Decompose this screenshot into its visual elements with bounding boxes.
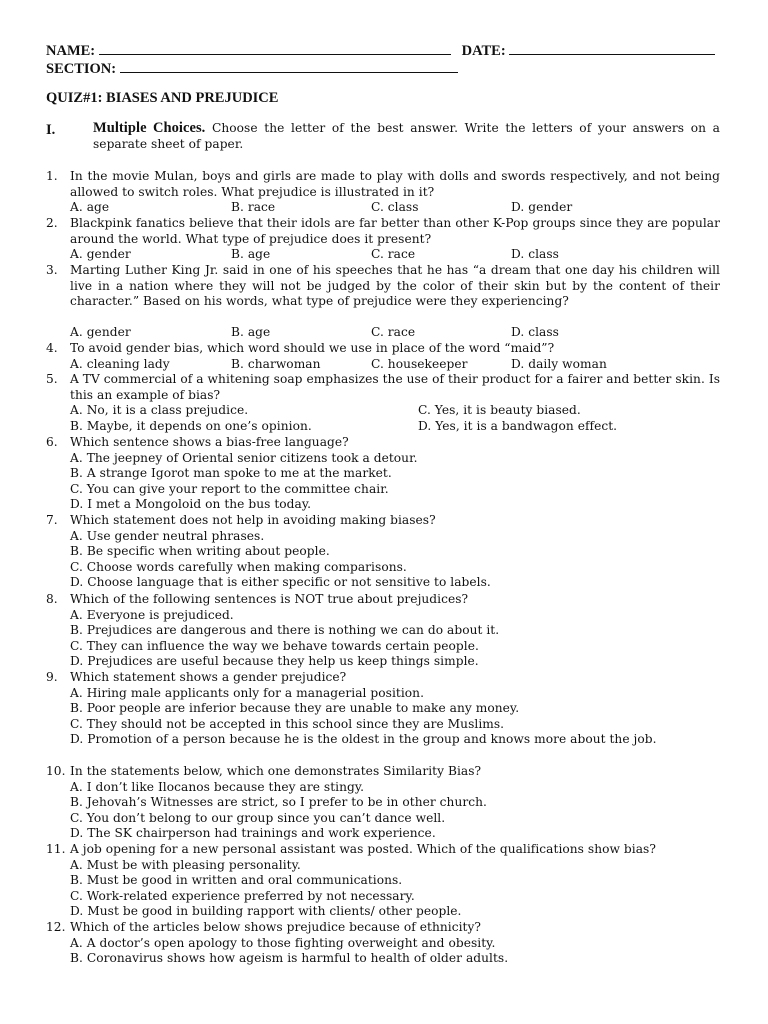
part-instructions bbox=[93, 121, 720, 152]
name-blank[interactable] bbox=[99, 42, 451, 55]
answer-option: B. Jehovah’s Witnesses are strict, so I prefer to be in other church. bbox=[70, 795, 487, 810]
question-text: Marting Luther King Jr. said in one of his speeches that he has “a dream that one day his children will live in a nation where they will not be judged by the color of their skin but by the content of their character.” Based on his words, what type of prejudice were they experiencing? bbox=[70, 263, 720, 309]
answer-option: D. Prejudices are useful because they help us keep things simple. bbox=[70, 654, 479, 669]
answer-option: A. The jeepney of Oriental senior citizens took a detour. bbox=[70, 450, 418, 465]
answer-option: D. daily woman bbox=[511, 356, 607, 371]
answer-option: A. age bbox=[70, 200, 110, 215]
question-number: 1. bbox=[46, 169, 58, 183]
answer-option: B. age bbox=[231, 247, 271, 262]
question-number: 11. bbox=[46, 842, 66, 856]
answer-option: A. I don’t like Ilocanos because they are stingy. bbox=[70, 779, 365, 794]
answer-option: C. You don’t belong to our group since you can’t dance well. bbox=[70, 810, 446, 825]
question-text: A job opening for a new personal assistant was posted. Which of the qualifications show bias? bbox=[70, 842, 656, 856]
part-numeral: I. bbox=[46, 122, 56, 138]
answer-option: C. race bbox=[371, 247, 416, 262]
section-line bbox=[46, 60, 458, 78]
answer-option: C. class bbox=[371, 200, 419, 215]
question-text: Blackpink fanatics believe that their idols are far better than other K-Pop groups since they are popular around the world. What type of prejudice does it present? bbox=[70, 216, 720, 246]
answer-option: C. race bbox=[371, 325, 416, 340]
question-text: In the statements below, which one demonstrates Similarity Bias? bbox=[70, 764, 482, 778]
section-blank[interactable] bbox=[120, 60, 458, 73]
answer-option: A. gender bbox=[70, 325, 131, 340]
question-text: Which statement does not help in avoiding making biases? bbox=[70, 513, 436, 527]
answer-option: D. The SK chairperson had trainings and work experience. bbox=[70, 826, 436, 841]
answer-option: B. Coronavirus shows how ageism is harmful to health of older adults. bbox=[70, 951, 509, 966]
question-text: A TV commercial of a whitening soap emphasizes the use of their product for a fairer and better skin. Is this an example of bias? bbox=[70, 372, 720, 402]
answer-option: B. Maybe, it depends on one’s opinion. bbox=[70, 418, 312, 433]
answer-option: B. Prejudices are dangerous and there is nothing we can do about it. bbox=[70, 623, 500, 638]
answer-option: D. Yes, it is a bandwagon effect. bbox=[418, 418, 618, 433]
answer-option: C. You can give your report to the committee chair. bbox=[70, 481, 389, 496]
question-text: In the movie Mulan, boys and girls are made to play with dolls and swords respectively, and not being allowed to switch roles. What prejudice is illustrated in it? bbox=[70, 169, 720, 199]
answer-option: D. Choose language that is either specific or not sensitive to labels. bbox=[70, 575, 491, 590]
part-heading: Multiple Choices. bbox=[93, 120, 206, 136]
answer-option: C. Choose words carefully when making comparisons. bbox=[70, 559, 407, 574]
question-number: 2. bbox=[46, 216, 58, 230]
answer-option: D. gender bbox=[511, 200, 573, 215]
part-instructions-text: Choose the letter of the best answer. Write the letters of your answers on a separate sheet of paper. bbox=[93, 121, 720, 151]
question-text: Which sentence shows a bias-free language? bbox=[70, 435, 349, 449]
answer-option: B. age bbox=[231, 325, 271, 340]
question-text: Which of the articles below shows prejudice because of ethnicity? bbox=[70, 920, 481, 934]
name-label: NAME: bbox=[46, 43, 96, 59]
answer-option: D. class bbox=[511, 247, 559, 262]
answer-option: A. A doctor’s open apology to those fighting overweight and obesity. bbox=[70, 935, 496, 950]
answer-option: C. They should not be accepted in this school since they are Muslims. bbox=[70, 716, 505, 731]
question-number: 10. bbox=[46, 764, 66, 778]
answer-option: B. A strange Igorot man spoke to me at the market. bbox=[70, 466, 392, 481]
question-number: 3. bbox=[46, 263, 58, 277]
answer-option: D. Must be good in building rapport with clients/ other people. bbox=[70, 904, 462, 919]
answer-option: D. class bbox=[511, 325, 559, 340]
answer-option: D. I met a Mongoloid on the bus today. bbox=[70, 497, 312, 512]
question-number: 6. bbox=[46, 435, 58, 449]
answer-option: A. Hiring male applicants only for a managerial position. bbox=[70, 685, 425, 700]
question-number: 4. bbox=[46, 341, 58, 355]
answer-option: A. gender bbox=[70, 247, 131, 262]
answer-option: A. No, it is a class prejudice. bbox=[70, 403, 249, 418]
name-line bbox=[46, 42, 715, 60]
question-text: Which statement shows a gender prejudice? bbox=[70, 670, 347, 684]
answer-option: C. Work-related experience preferred by not necessary. bbox=[70, 888, 415, 903]
section-label: SECTION: bbox=[46, 61, 117, 77]
answer-option: B. race bbox=[231, 200, 276, 215]
answer-option: C. They can influence the way we behave towards certain people. bbox=[70, 638, 479, 653]
date-label: DATE: bbox=[461, 43, 506, 59]
answer-option: B. charwoman bbox=[231, 356, 321, 371]
answer-option: A. Must be with pleasing personality. bbox=[70, 857, 301, 872]
question-number: 7. bbox=[46, 513, 58, 527]
answer-option: D. Promotion of a person because he is the oldest in the group and knows more about the job. bbox=[70, 732, 657, 747]
question-text: Which of the following sentences is NOT true about prejudices? bbox=[70, 592, 469, 606]
answer-option: A. Everyone is prejudiced. bbox=[70, 607, 234, 622]
date-blank[interactable] bbox=[509, 42, 715, 55]
answer-option: A. cleaning lady bbox=[70, 356, 170, 371]
question-number: 8. bbox=[46, 592, 58, 606]
question-text: To avoid gender bias, which word should we use in place of the word “maid”? bbox=[70, 341, 555, 355]
answer-option: C. housekeeper bbox=[371, 356, 468, 371]
answer-option: B. Be specific when writing about people. bbox=[70, 544, 330, 559]
answer-option: A. Use gender neutral phrases. bbox=[70, 528, 265, 543]
answer-option: B. Poor people are inferior because they are unable to make any money. bbox=[70, 701, 520, 716]
question-number: 5. bbox=[46, 372, 58, 386]
question-number: 9. bbox=[46, 670, 58, 684]
quiz-title: QUIZ#1: BIASES AND PREJUDICE bbox=[46, 90, 279, 106]
question-number: 12. bbox=[46, 920, 66, 934]
answer-option: C. Yes, it is beauty biased. bbox=[418, 403, 581, 418]
answer-option: B. Must be good in written and oral communications. bbox=[70, 873, 403, 888]
